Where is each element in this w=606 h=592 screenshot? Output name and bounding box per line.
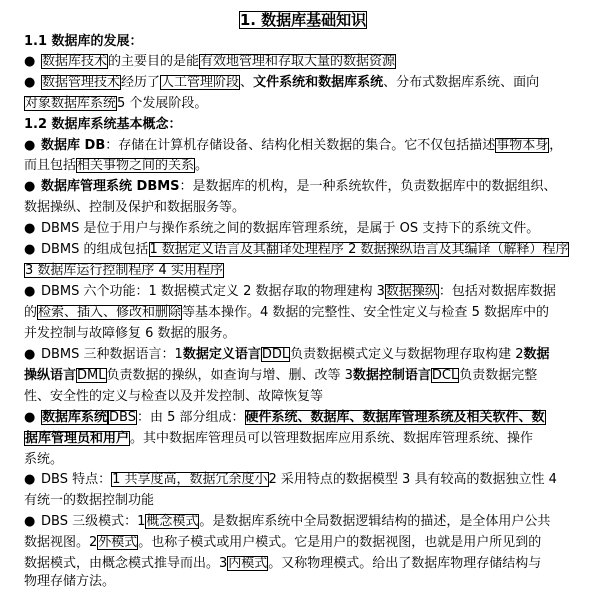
paragraph-continuation: 据库管理员和用户。其中数据库管理员可以管理数据库应用系统、数据库管理系统、操作 [25, 431, 534, 446]
bullet-icon: ● [24, 75, 36, 90]
page-title: 1. 数据库基础知识 [239, 11, 367, 29]
paragraph-continuation: 而且包括相关事物之间的关系。 [24, 158, 209, 173]
bullet-paragraph: ● DBMS 六个功能：1 数据模式定义 2 数据存取的物理建构 3数据操纵：包括对数据库数据 [24, 282, 556, 302]
bullet-paragraph: ● DBS 三级模式：1概念模式。是数据库系统中全局数据逻辑结构的描述，是全体用户公共 [24, 512, 550, 532]
paragraph-continuation: 性、安全性的定义与检查以及并发控制、故障恢复等 [24, 389, 324, 404]
bullet-paragraph: ● 数据库技术的主要目的是能有效地管理和存取大量的数据资源 [24, 52, 396, 72]
bullet-paragraph: ● 数据管理技术经历了人工管理阶段、文件系统和数据库系统、分布式数据库系统、面向 [24, 73, 539, 93]
paragraph-continuation: 数据操纵、控制及保护和数据服务等。 [24, 200, 246, 215]
bullet-paragraph: ● DBMS 是位于用户与操作系统之间的数据库管理系统，是属于 OS 支持下的系统文件。 [24, 219, 539, 239]
paragraph-continuation: 3 数据库运行控制程序 4 实用程序 [25, 263, 223, 278]
bullet-paragraph: ● 数据库管理系统 DBMS：是数据库的机构，是一种系统软件，负责数据库中的数据组织、 [24, 177, 557, 197]
bullet-paragraph: ● DBMS 三种数据语言：1数据定义语言DDL负责数据模式定义与数据物理存取构建 2数据 [24, 345, 550, 365]
paragraph-continuation: 数据模式，由概念模式推导而出。3内模式。又称物理模式。给出了数据库物理存储结构与 [24, 556, 542, 571]
bullet-icon: ● [24, 284, 36, 299]
paragraph-continuation: 对象数据库系统5 个发展阶段。 [25, 96, 208, 111]
paragraph-continuation: 物理存储方法。 [24, 574, 116, 589]
bullet-icon: ● [24, 179, 36, 194]
bullet-icon: ● [24, 54, 36, 69]
paragraph-continuation: 操纵语言DML负责数据的操纵，如查询与增、删、改等 3数据控制语言DCL负责数据完整 [24, 368, 538, 383]
paragraph-continuation: 数据视图。2外模式。也称子模式或用户模式。它是用户的数据视图，也就是用户所见到的 [24, 535, 542, 550]
bullet-icon: ● [24, 472, 36, 487]
bullet-paragraph: ● DBMS 的组成包括1 数据定义语言及其翻译处理程序 2 数据操纵语言及其编译（解释）程序 [24, 240, 569, 260]
paragraph-continuation: 的检索、插入、修改和删除等基本操作。4 数据的完整性、安全性定义与检查 5 数据库中的 [24, 305, 549, 320]
bullet-icon: ● [24, 347, 36, 362]
bullet-paragraph: ● 数据库系统 DBS：由 5 部分组成：硬件系统、数据库、数据库管理系统及相关软件、数 [24, 408, 546, 428]
bullet-icon: ● [24, 410, 36, 425]
bullet-paragraph: ● DBS 特点：1 共享度高，数据冗余度小2 采用特点的数据模型 3 具有较高的数据独立性 4 [24, 470, 557, 490]
paragraph-continuation: 并发控制与故障修复 6 数据的服务。 [24, 326, 236, 341]
bullet-icon: ● [24, 514, 36, 529]
paragraph-continuation: 有统一的数据控制功能 [24, 493, 155, 508]
bullet-icon: ● [24, 242, 36, 257]
paragraph-continuation: 系统。 [24, 452, 64, 467]
section-heading-1-2: 1.2 数据库系统基本概念： [24, 117, 182, 132]
section-heading-1-1: 1.1 数据库的发展： [24, 34, 143, 49]
bullet-icon: ● [24, 138, 36, 153]
bullet-icon: ● [24, 221, 36, 236]
bullet-paragraph: ● 数据库 DB：存储在计算机存储设备、结构化相关数据的集合。它不仅包括描述事物本身， [24, 136, 562, 156]
